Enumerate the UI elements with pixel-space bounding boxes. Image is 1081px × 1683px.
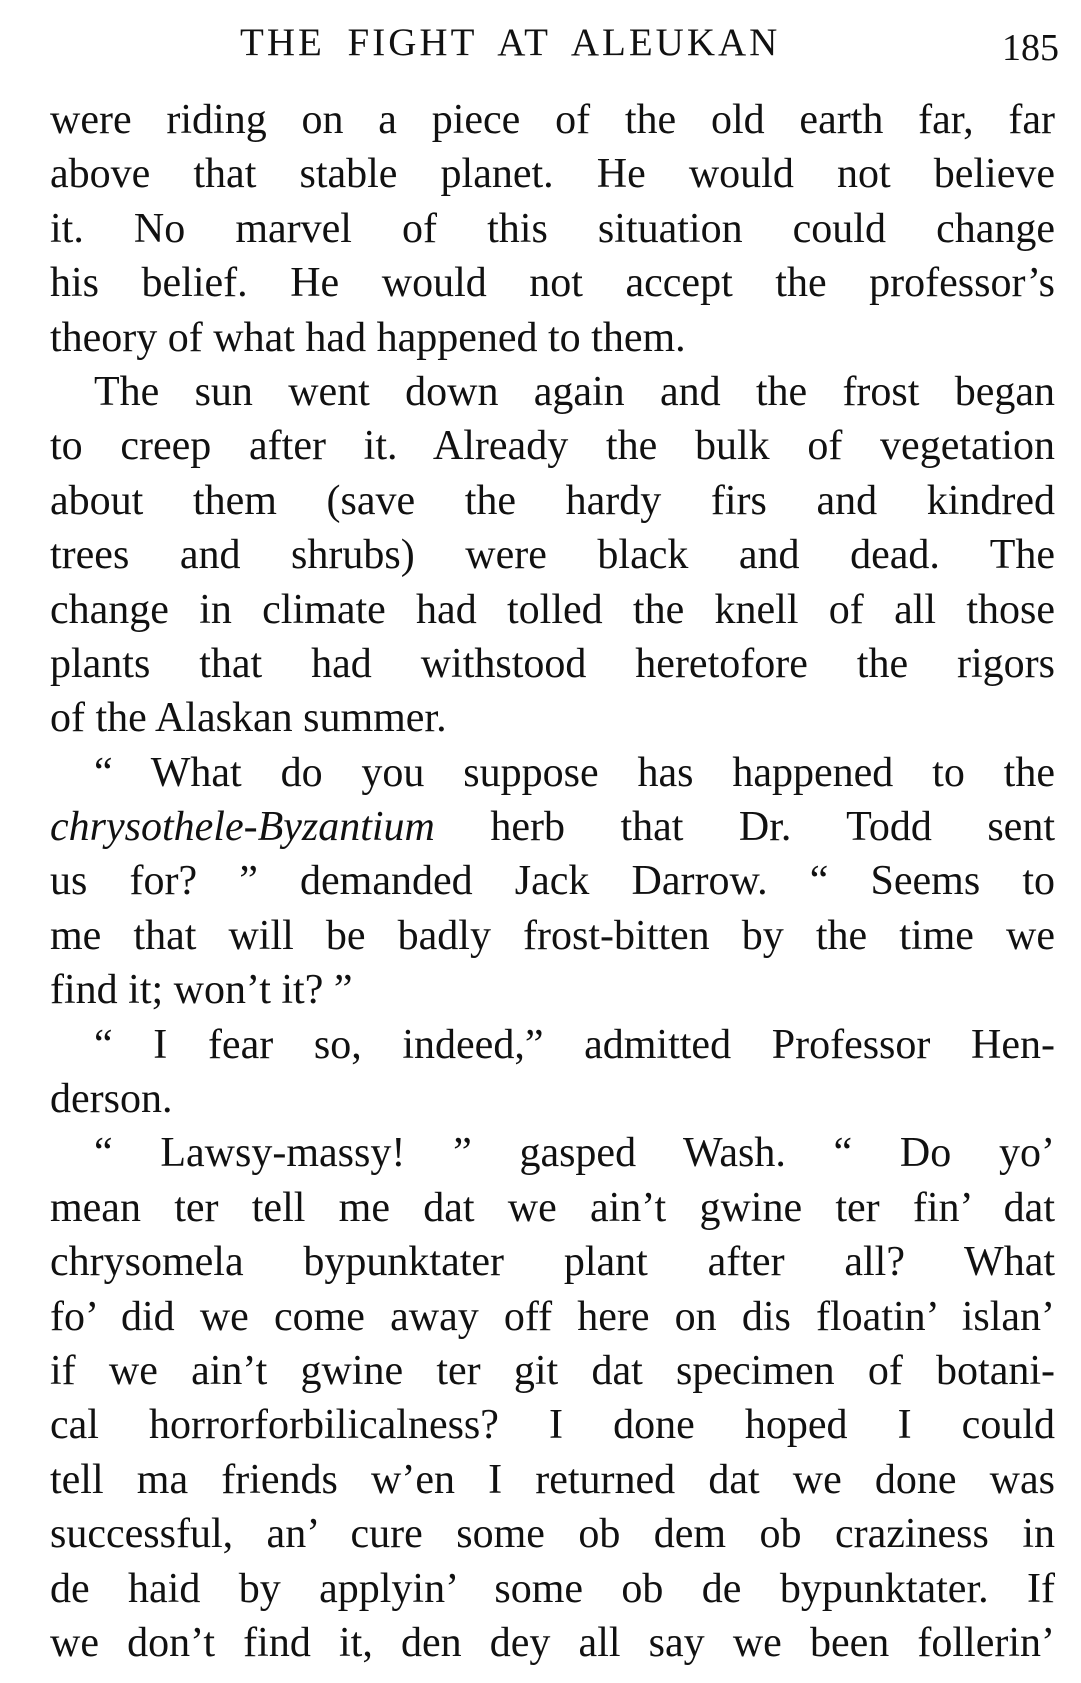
text-line: of the Alaskan summer. — [50, 695, 447, 742]
paragraph-3 — [50, 746, 1055, 1018]
running-head — [0, 14, 1081, 69]
paragraph-5 — [50, 1126, 1055, 1670]
body-text — [50, 93, 1055, 1670]
text-line: successful, an’ cure some ob dem ob craziness in — [50, 1511, 1055, 1558]
paragraph-1 — [50, 93, 1055, 365]
text-line: mean ter tell me dat we ain’t gwine ter fin’ dat — [50, 1184, 1055, 1231]
text-line: theory of what had happened to them. — [50, 314, 686, 361]
text-line — [50, 800, 1055, 854]
text-line: chrysomela bypunktater plant after all? What — [50, 1239, 1055, 1286]
text-line: me that will be badly frost-bitten by the time we — [50, 912, 1055, 959]
paragraph-4 — [50, 1018, 1055, 1127]
text-line: “ I fear so, indeed,” admitted Professor Hen- — [94, 1021, 1055, 1068]
text-line: change in climate had tolled the knell of all those — [50, 586, 1055, 633]
text-line: cal horrorforbilicalness? I done hoped I could — [50, 1402, 1055, 1449]
text-line: The sun went down again and the frost began — [94, 368, 1055, 415]
text-line: if we ain’t gwine ter git dat specimen of botani- — [50, 1347, 1055, 1394]
page-number: 185 — [1002, 27, 1059, 69]
text-line: “ Lawsy-massy! ” gasped Wash. “ Do yo’ — [94, 1130, 1055, 1177]
text-line: it. No marvel of this situation could change — [50, 205, 1055, 252]
text-line: fo’ did we come away off here on dis floatin’ islan’ — [50, 1293, 1055, 1340]
text-line: tell ma friends w’en I returned dat we done was — [50, 1456, 1055, 1503]
text-line: find it; won’t it? ” — [50, 967, 353, 1014]
running-title: THE FIGHT AT ALEUKAN — [240, 21, 781, 64]
text-line: about them (save the hardy firs and kindred — [50, 477, 1055, 524]
text-line: we don’t find it, den dey all say we been follerin’ — [50, 1619, 1055, 1666]
text-line: de haid by applyin’ some ob de bypunktater. If — [50, 1565, 1055, 1612]
text-line: trees and shrubs) were black and dead. The — [50, 532, 1055, 579]
paragraph-2 — [50, 365, 1055, 746]
text-line: us for? ” demanded Jack Darrow. “ Seems to — [50, 858, 1055, 905]
text-line: to creep after it. Already the bulk of vegetation — [50, 423, 1055, 470]
text-line: plants that had withstood heretofore the rigors — [50, 640, 1055, 687]
italic-term: chrysothele-Byzantium — [50, 804, 435, 851]
text-line: derson. — [50, 1076, 173, 1123]
text-line: above that stable planet. He would not believe — [50, 151, 1055, 198]
text-line: were riding on a piece of the old earth far, far — [50, 97, 1055, 143]
text-line: his belief. He would not accept the professor’s — [50, 260, 1055, 307]
text-line: “ What do you suppose has happened to the — [94, 749, 1055, 796]
text-run: herb that Dr. Todd sent — [434, 804, 1055, 851]
